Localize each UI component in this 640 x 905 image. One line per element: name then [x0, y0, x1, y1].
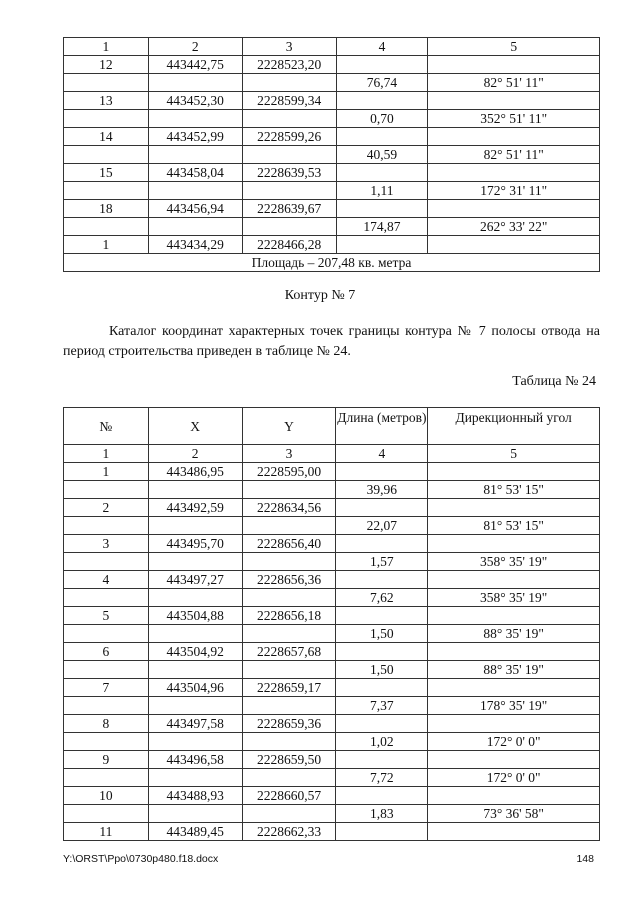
table1-body [64, 38, 600, 254]
table-cell: 443486,95 [148, 463, 242, 481]
table-cell [148, 110, 242, 128]
table-cell [428, 499, 600, 517]
table-cell [64, 74, 149, 92]
contour-title: Контур № 7 [284, 288, 356, 303]
table-row [64, 787, 600, 805]
table-cell [64, 769, 149, 787]
table-row [64, 823, 600, 841]
header-y: Y [242, 408, 336, 445]
table-cell: 2228639,67 [242, 200, 336, 218]
table-cell: 262° 33' 22" [428, 218, 600, 236]
table-row [64, 128, 600, 146]
table-cell [428, 571, 600, 589]
table-cell: 2228656,36 [242, 571, 336, 589]
table-row [64, 679, 600, 697]
col-num: 2 [148, 38, 242, 56]
table-cell [336, 751, 428, 769]
table-cell: 10 [64, 787, 149, 805]
table-cell: 2228466,28 [242, 236, 336, 254]
table-cell: 443456,94 [148, 200, 242, 218]
table-cell [148, 589, 242, 607]
table-cell [64, 182, 149, 200]
table-cell: 2228660,57 [242, 787, 336, 805]
table-cell [242, 146, 336, 164]
table-cell [64, 697, 149, 715]
table-cell [428, 643, 600, 661]
table-cell: 7,62 [336, 589, 428, 607]
table-cell: 443497,58 [148, 715, 242, 733]
table-cell [64, 589, 149, 607]
table-cell: 15 [64, 164, 149, 182]
table-cell [336, 236, 428, 254]
table-cell: 358° 35' 19" [428, 589, 600, 607]
header-length: Длина (метров) [336, 408, 428, 445]
table-cell: 443452,99 [148, 128, 242, 146]
table-cell: 39,96 [336, 481, 428, 499]
table-cell [242, 589, 336, 607]
table-header-numbers [64, 38, 600, 56]
table-cell [64, 146, 149, 164]
table-cell [336, 607, 428, 625]
table-cell: 352° 51' 11" [428, 110, 600, 128]
col-num: 3 [242, 38, 336, 56]
table-cell: 1 [64, 236, 149, 254]
table-cell [148, 625, 242, 643]
table-cell [242, 481, 336, 499]
table-cell: 2228662,33 [242, 823, 336, 841]
table-cell: 2228657,68 [242, 643, 336, 661]
table-row [64, 56, 600, 74]
table-cell [148, 733, 242, 751]
col-num: 5 [428, 445, 600, 463]
table-cell [336, 463, 428, 481]
table-row [64, 643, 600, 661]
table-cell [242, 182, 336, 200]
table-cell [148, 182, 242, 200]
table-row [64, 92, 600, 110]
table-cell [428, 164, 600, 182]
table-cell: 88° 35' 19" [428, 625, 600, 643]
table-cell [64, 733, 149, 751]
col-num: 3 [242, 445, 336, 463]
table-cell: 82° 51' 11" [428, 74, 600, 92]
table-cell: 0,70 [336, 110, 428, 128]
area-text: Площадь – 207,48 кв. метра [64, 254, 600, 272]
coordinates-table-24 [63, 407, 600, 841]
table-cell: 443504,88 [148, 607, 242, 625]
table-cell [64, 110, 149, 128]
table-row [64, 571, 600, 589]
table-cell: 1,11 [336, 182, 428, 200]
table-cell [428, 751, 600, 769]
area-row [64, 254, 600, 272]
table-cell: 4 [64, 571, 149, 589]
table-row [64, 200, 600, 218]
table-cell [148, 74, 242, 92]
table-cell [428, 128, 600, 146]
table-cell: 1 [64, 463, 149, 481]
table-cell [336, 679, 428, 697]
table-cell: 13 [64, 92, 149, 110]
table-header [64, 408, 600, 445]
table-cell: 11 [64, 823, 149, 841]
header-number: № [64, 408, 149, 445]
table-cell [148, 661, 242, 679]
table-cell: 76,74 [336, 74, 428, 92]
table-cell [428, 607, 600, 625]
table-cell: 2228634,56 [242, 499, 336, 517]
table-cell [428, 200, 600, 218]
table-cell: 82° 51' 11" [428, 146, 600, 164]
table-cell: 1,57 [336, 553, 428, 571]
table-row [64, 589, 600, 607]
table-cell [428, 236, 600, 254]
table-cell [148, 218, 242, 236]
table-cell [242, 110, 336, 128]
table-cell: 172° 0' 0" [428, 769, 600, 787]
table-cell: 2228595,00 [242, 463, 336, 481]
table-row [64, 481, 600, 499]
table-row [64, 769, 600, 787]
table-cell: 88° 35' 19" [428, 661, 600, 679]
table-row [64, 751, 600, 769]
table-row [64, 697, 600, 715]
table-cell: 2 [64, 499, 149, 517]
table-cell [148, 769, 242, 787]
table-cell [336, 164, 428, 182]
table-cell: 2228639,53 [242, 164, 336, 182]
table-cell [148, 481, 242, 499]
col-num: 1 [64, 445, 149, 463]
table-cell [428, 463, 600, 481]
table-cell [336, 499, 428, 517]
table-cell [242, 517, 336, 535]
catalog-paragraph: Каталог координат характерных точек границы контура № 7 полосы отвода на период строительства приведен в таблице № 24. [63, 324, 600, 359]
table-row [64, 535, 600, 553]
table-row [64, 164, 600, 182]
table-cell [428, 715, 600, 733]
table-cell [428, 535, 600, 553]
coordinates-table-continued [63, 37, 600, 272]
table-cell [242, 805, 336, 823]
table-cell [148, 146, 242, 164]
table-cell: 1,02 [336, 733, 428, 751]
table-cell: 2228656,40 [242, 535, 336, 553]
table-cell [242, 625, 336, 643]
table-row [64, 218, 600, 236]
table-cell [336, 643, 428, 661]
table-row [64, 236, 600, 254]
table-cell [428, 787, 600, 805]
table-cell: 7,72 [336, 769, 428, 787]
table-cell [336, 200, 428, 218]
table-cell: 6 [64, 643, 149, 661]
table-cell [242, 733, 336, 751]
table-header-numbers [64, 445, 600, 463]
table-row [64, 74, 600, 92]
table-cell [242, 218, 336, 236]
table-row [64, 499, 600, 517]
table-cell [242, 697, 336, 715]
table2-body [64, 408, 600, 841]
table-label: Таблица № 24 [512, 374, 596, 389]
table-row [64, 715, 600, 733]
table-row [64, 182, 600, 200]
table-cell: 174,87 [336, 218, 428, 236]
table-cell: 73° 36' 58" [428, 805, 600, 823]
col-num: 4 [336, 445, 428, 463]
col-num: 1 [64, 38, 149, 56]
table-cell [336, 56, 428, 74]
table-cell: 18 [64, 200, 149, 218]
table-cell [64, 553, 149, 571]
table-cell: 40,59 [336, 146, 428, 164]
table-cell: 2228599,26 [242, 128, 336, 146]
table-cell: 443504,96 [148, 679, 242, 697]
table-cell: 12 [64, 56, 149, 74]
table-cell: 443442,75 [148, 56, 242, 74]
table-cell: 2228659,36 [242, 715, 336, 733]
table-row [64, 517, 600, 535]
table-cell: 81° 53' 15" [428, 517, 600, 535]
table-row [64, 463, 600, 481]
page-number: 148 [576, 853, 594, 865]
table-cell [148, 805, 242, 823]
table-row [64, 733, 600, 751]
table-cell: 443495,70 [148, 535, 242, 553]
file-path: Y:\ORST\Ppo\0730p480.f18.docx [63, 853, 219, 865]
table-cell: 443489,45 [148, 823, 242, 841]
table-cell: 2228656,18 [242, 607, 336, 625]
table-cell [148, 697, 242, 715]
table-cell: 443488,93 [148, 787, 242, 805]
table-cell: 7,37 [336, 697, 428, 715]
table-cell: 22,07 [336, 517, 428, 535]
table-cell [64, 218, 149, 236]
table-cell: 5 [64, 607, 149, 625]
table-cell [148, 517, 242, 535]
table-cell [64, 517, 149, 535]
table-cell [64, 481, 149, 499]
table-row [64, 661, 600, 679]
table-cell: 443434,29 [148, 236, 242, 254]
table-row [64, 625, 600, 643]
table-cell [64, 625, 149, 643]
table-cell: 1,50 [336, 661, 428, 679]
table-cell: 358° 35' 19" [428, 553, 600, 571]
table-cell: 2228523,20 [242, 56, 336, 74]
table-cell [428, 56, 600, 74]
table-row [64, 110, 600, 128]
table-cell [64, 805, 149, 823]
table-cell: 81° 53' 15" [428, 481, 600, 499]
table-cell [148, 553, 242, 571]
table-cell [336, 787, 428, 805]
table-cell [336, 128, 428, 146]
table-cell: 443492,59 [148, 499, 242, 517]
table-row [64, 553, 600, 571]
table-cell: 172° 31' 11" [428, 182, 600, 200]
col-num: 5 [428, 38, 600, 56]
table-row [64, 805, 600, 823]
table-cell: 443504,92 [148, 643, 242, 661]
table-cell: 9 [64, 751, 149, 769]
table-cell [242, 769, 336, 787]
table-cell [336, 715, 428, 733]
table-cell: 7 [64, 679, 149, 697]
header-angle: Дирекционный угол [428, 408, 600, 445]
table-cell: 2228659,17 [242, 679, 336, 697]
table-cell: 2228599,34 [242, 92, 336, 110]
table-row [64, 607, 600, 625]
table-cell [64, 661, 149, 679]
table-row [64, 146, 600, 164]
table-cell [336, 535, 428, 553]
table-cell [242, 74, 336, 92]
table-cell: 443458,04 [148, 164, 242, 182]
table-cell: 443452,30 [148, 92, 242, 110]
table-cell: 2228659,50 [242, 751, 336, 769]
table-cell: 14 [64, 128, 149, 146]
table-cell [336, 571, 428, 589]
table-cell: 178° 35' 19" [428, 697, 600, 715]
table-cell [428, 823, 600, 841]
table-cell [428, 92, 600, 110]
header-x: X [148, 408, 242, 445]
col-num: 4 [336, 38, 428, 56]
table-cell [336, 92, 428, 110]
table-cell [242, 661, 336, 679]
col-num: 2 [148, 445, 242, 463]
table-cell [428, 679, 600, 697]
table-cell: 1,50 [336, 625, 428, 643]
table-cell: 8 [64, 715, 149, 733]
table-cell: 3 [64, 535, 149, 553]
table-cell [336, 823, 428, 841]
table-cell: 1,83 [336, 805, 428, 823]
table-cell [242, 553, 336, 571]
table-cell: 443497,27 [148, 571, 242, 589]
table-cell: 172° 0' 0" [428, 733, 600, 751]
table-cell: 443496,58 [148, 751, 242, 769]
